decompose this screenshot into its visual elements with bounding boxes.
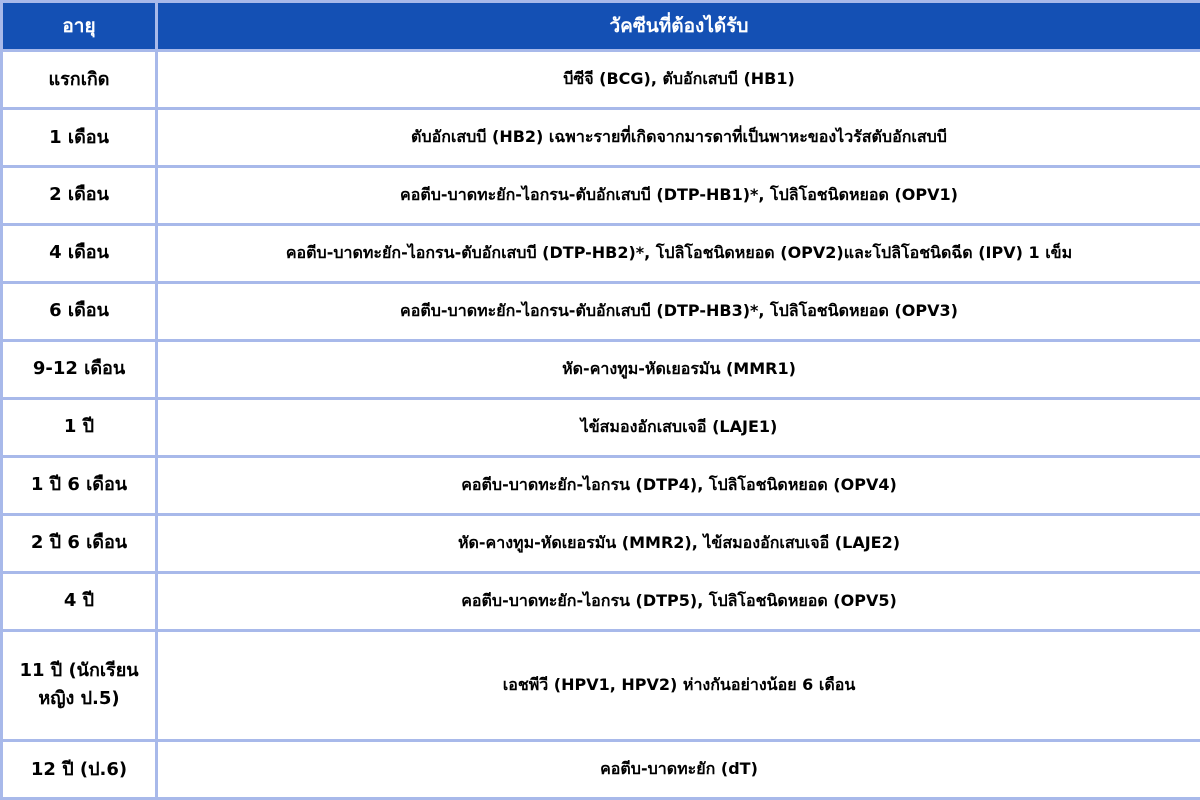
age-cell: 1 ปี 6 เดือน [2,456,157,514]
vaccine-cell: ตับอักเสบบี (HB2) เฉพาะรายที่เกิดจากมารดาที่เป็นพาหะของไวรัสตับอักเสบบี [157,108,1200,166]
age-cell: 11 ปี (นักเรียนหญิง ป.5) [2,630,157,740]
vaccine-cell: คอตีบ-บาดทะยัก-ไอกรน-ตับอักเสบบี (DTP-HB3)*, โปลิโอชนิดหยอด (OPV3) [157,282,1200,340]
age-column-header: อายุ [2,2,157,51]
table-header-row [2,2,1200,51]
age-cell: 1 ปี [2,398,157,456]
vaccine-cell: ไข้สมองอักเสบเจอี (LAJE1) [157,398,1200,456]
table-row [2,741,1200,799]
table-row [2,398,1200,456]
age-cell: 6 เดือน [2,282,157,340]
vaccine-cell: คอตีบ-บาดทะยัก-ไอกรน-ตับอักเสบบี (DTP-HB2)*, โปลิโอชนิดหยอด (OPV2)และโปลิโอชนิดฉีด (IPV) 1 เข็ม [157,224,1200,282]
table-row [2,108,1200,166]
vaccine-cell: คอตีบ-บาดทะยัก (dT) [157,741,1200,799]
age-cell: 9-12 เดือน [2,340,157,398]
table-row [2,224,1200,282]
table-row [2,166,1200,224]
age-cell: 2 เดือน [2,166,157,224]
vaccine-cell: คอตีบ-บาดทะยัก-ไอกรน (DTP4), โปลิโอชนิดหยอด (OPV4) [157,456,1200,514]
vaccine-cell: หัด-คางทูม-หัดเยอรมัน (MMR1) [157,340,1200,398]
table-row [2,572,1200,630]
vaccine-cell: หัด-คางทูม-หัดเยอรมัน (MMR2), ไข้สมองอักเสบเจอี (LAJE2) [157,514,1200,572]
age-cell: 2 ปี 6 เดือน [2,514,157,572]
age-cell: 1 เดือน [2,108,157,166]
age-cell: 12 ปี (ป.6) [2,741,157,799]
vaccine-cell: เอชพีวี (HPV1, HPV2) ห่างกันอย่างน้อย 6 เดือน [157,630,1200,740]
age-cell: 4 ปี [2,572,157,630]
table-row [2,340,1200,398]
vaccine-cell: บีซีจี (BCG), ตับอักเสบบี (HB1) [157,51,1200,109]
table-row [2,630,1200,740]
age-cell: แรกเกิด [2,51,157,109]
table-row [2,514,1200,572]
table-row [2,51,1200,109]
vaccine-cell: คอตีบ-บาดทะยัก-ไอกรน (DTP5), โปลิโอชนิดหยอด (OPV5) [157,572,1200,630]
table-row [2,282,1200,340]
vaccine-column-header: วัคซีนที่ต้องได้รับ [157,2,1200,51]
age-cell: 4 เดือน [2,224,157,282]
vaccine-cell: คอตีบ-บาดทะยัก-ไอกรน-ตับอักเสบบี (DTP-HB1)*, โปลิโอชนิดหยอด (OPV1) [157,166,1200,224]
table-row [2,456,1200,514]
